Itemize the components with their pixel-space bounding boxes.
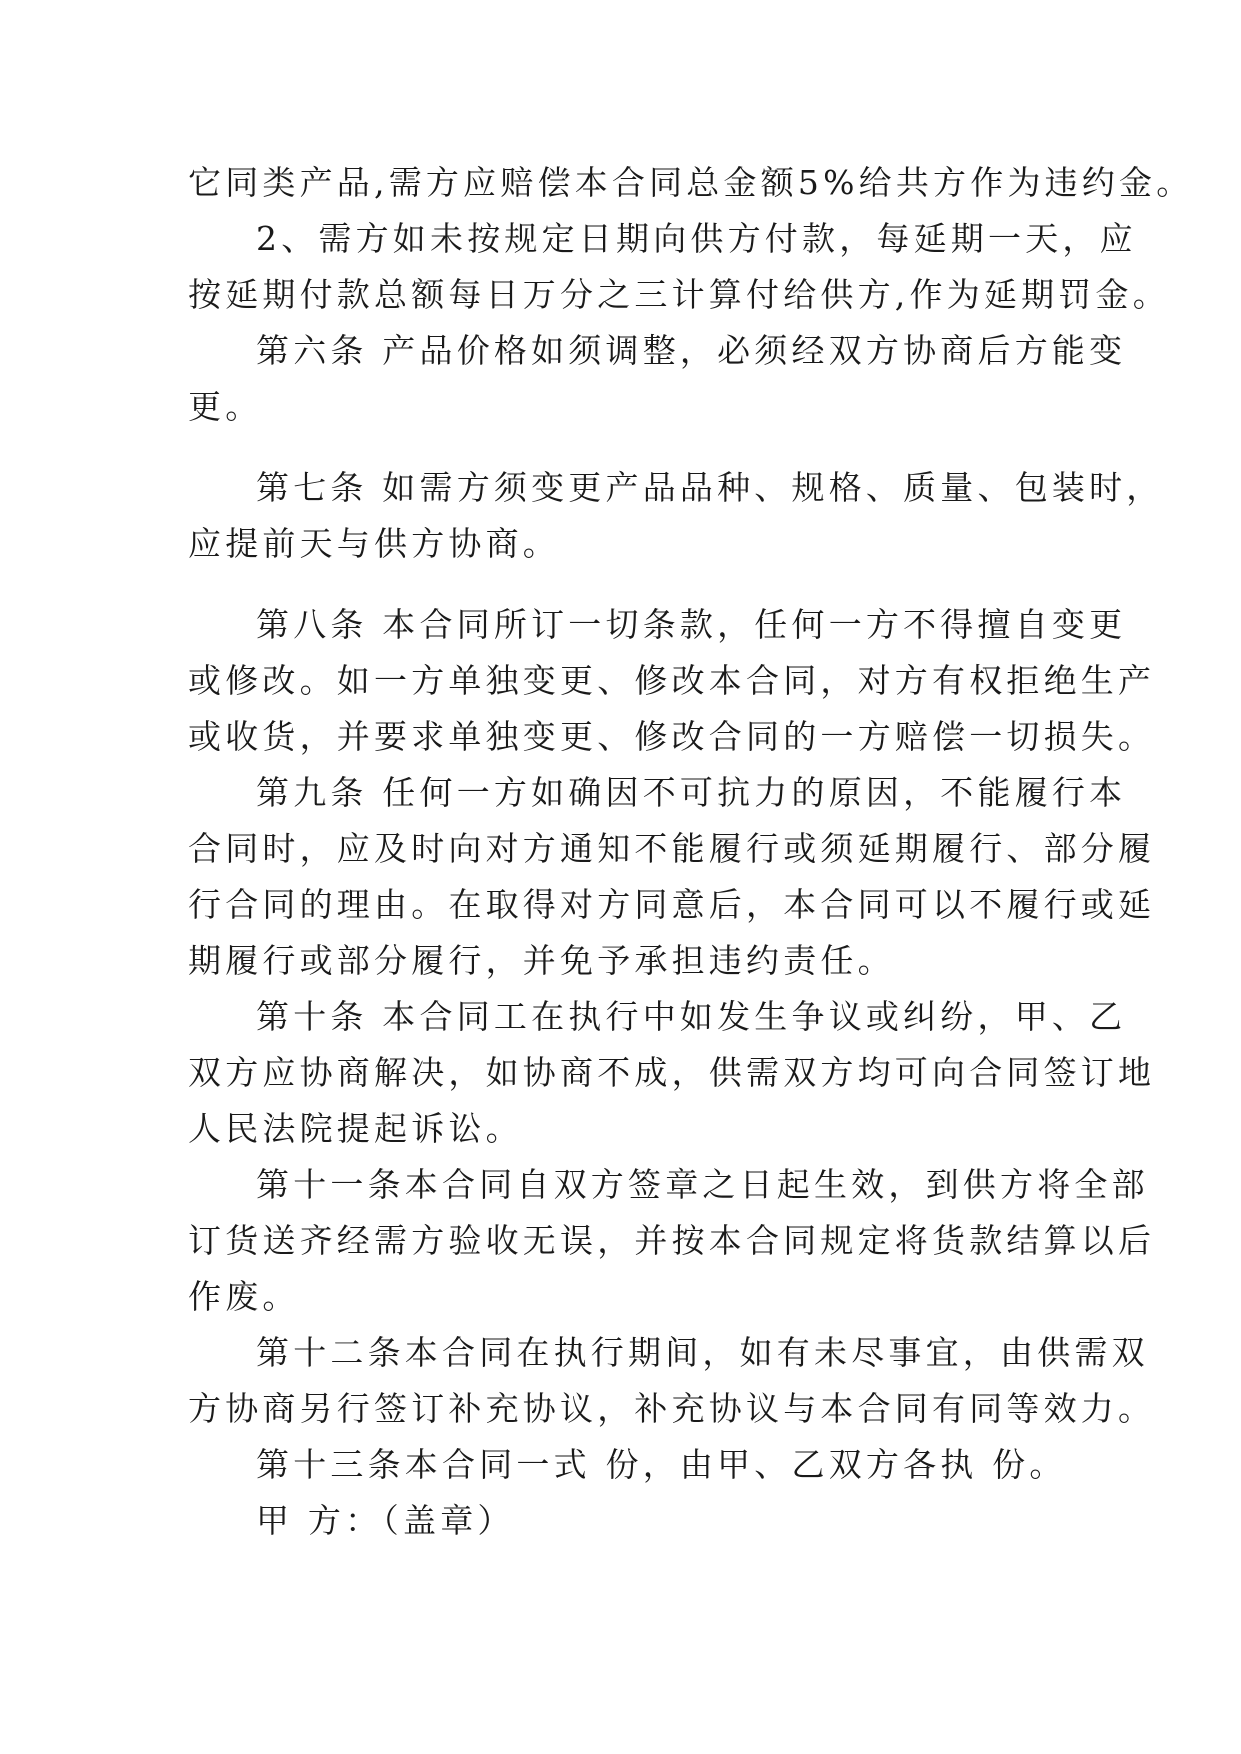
- text-line: 甲 方：（盖章）: [256, 1501, 515, 1540]
- text-line: 按延期付款总额每日万分之三计算付给供方,作为延期罚金。: [188, 275, 1170, 314]
- text-line: 订货送齐经需方验收无误，并按本合同规定将货款结算以后: [188, 1221, 1156, 1260]
- text-line: 2、需方如未按规定日期向供方付款，每延期一天，应: [256, 219, 1137, 258]
- text-line: 它同类产品,需方应赔偿本合同总金额5%给共方作为违约金。: [188, 163, 1194, 202]
- text-line: 第十三条本合同一式 份，由甲、乙双方各执 份。: [256, 1445, 1067, 1484]
- text-line: 第十一条本合同自双方签章之日起生效，到供方将全部: [256, 1165, 1149, 1204]
- text-line: 人民法院提起诉讼。: [188, 1109, 523, 1148]
- text-line: 合同时，应及时向对方通知不能履行或须延期履行、部分履: [188, 829, 1156, 868]
- text-line: 应提前天与供方协商。: [188, 524, 560, 563]
- text-line: 第八条 本合同所订一切条款，任何一方不得擅自变更: [256, 605, 1127, 644]
- text-line: 第十二条本合同在执行期间，如有未尽事宜，由供需双: [256, 1333, 1149, 1372]
- text-line: 或收货，并要求单独变更、修改合同的一方赔偿一切损失。: [188, 717, 1156, 756]
- text-line: 或修改。如一方单独变更、修改本合同，对方有权拒绝生产: [188, 661, 1156, 700]
- text-line: 方协商另行签订补充协议，补充协议与本合同有同等效力。: [188, 1389, 1156, 1428]
- text-line: 作废。: [188, 1277, 300, 1316]
- text-line: 期履行或部分履行，并免予承担违约责任。: [188, 941, 895, 980]
- text-line: 双方应协商解决，如协商不成，供需双方均可向合同签订地: [188, 1053, 1156, 1092]
- text-line: 行合同的理由。在取得对方同意后，本合同可以不履行或延: [188, 885, 1156, 924]
- text-line: 更。: [188, 387, 263, 426]
- contract-text: [188, 155, 1194, 1549]
- text-line: 第六条 产品价格如须调整，必须经双方协商后方能变: [256, 331, 1127, 370]
- text-line: 第七条 如需方须变更产品品种、规格、质量、包装时，: [256, 468, 1164, 507]
- text-line: 第十条 本合同工在执行中如发生争议或纠纷，甲、乙: [256, 997, 1127, 1036]
- text-line: 第九条 任何一方如确因不可抗力的原因，不能履行本: [256, 773, 1127, 812]
